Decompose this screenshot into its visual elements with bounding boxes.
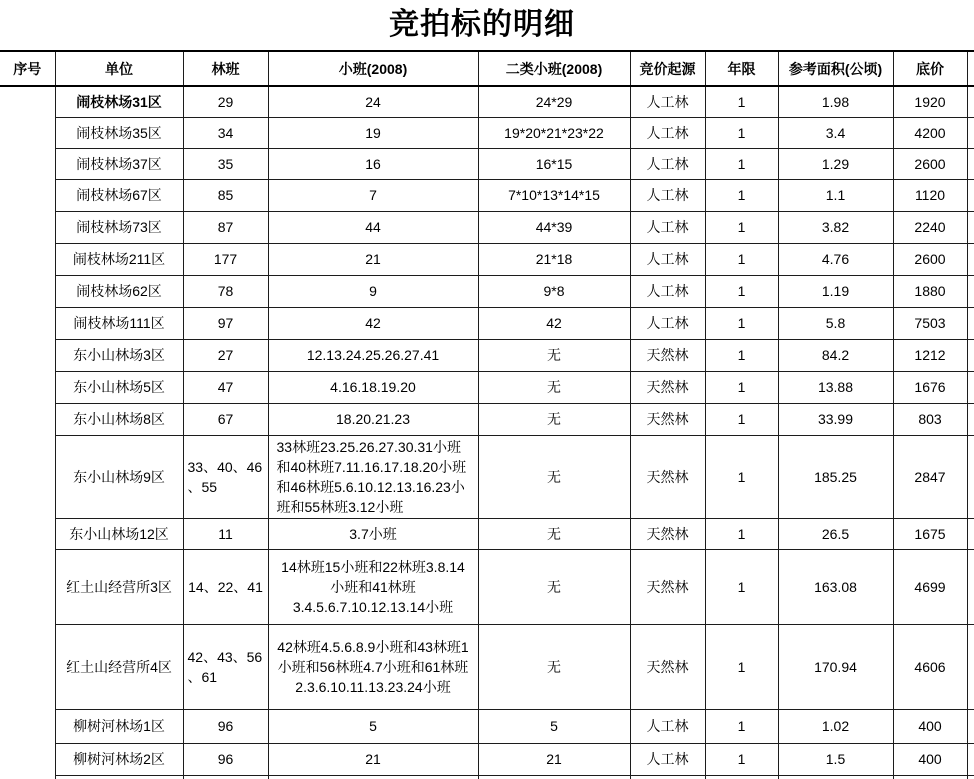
origin-cell: 天然林 [630, 518, 705, 549]
extra-cell [967, 743, 974, 775]
unit-cell: 红土山经营所3区 [55, 549, 183, 624]
area-cell: 84.2 [778, 339, 893, 371]
extra-cell [967, 403, 974, 435]
linban-cell-line: 42、43、56 [187, 648, 263, 665]
xiaoban-cell [268, 624, 478, 709]
header-origin: 竞价起源 [630, 51, 705, 86]
table-row [0, 148, 974, 179]
linban-cell: 177 [183, 243, 268, 275]
unit-cell: 闹枝林场111区 [55, 307, 183, 339]
erlei-xiaoban-cell: 无 [478, 403, 630, 435]
header-unit: 单位 [55, 51, 183, 86]
years-cell: 1 [705, 624, 778, 709]
xiaoban-cell-line: 42林班4.5.6.8.9小班和43林班1 [277, 638, 469, 655]
xiaoban-cell: 21 [268, 243, 478, 275]
price-cell: 2600 [893, 148, 967, 179]
erlei-xiaoban-cell: 42 [478, 307, 630, 339]
linban-cell: 96 [183, 709, 268, 743]
area-cell: 13.88 [778, 371, 893, 403]
empty-cell [183, 775, 268, 779]
empty-cell [55, 775, 183, 779]
linban-cell: 97 [183, 307, 268, 339]
origin-cell: 人工林 [630, 179, 705, 211]
price-cell: 4606 [893, 624, 967, 709]
erlei-xiaoban-cell: 21 [478, 743, 630, 775]
xiaoban-cell: 3.7小班 [268, 518, 478, 549]
table-row [0, 243, 974, 275]
price-cell: 400 [893, 709, 967, 743]
linban-cell-line: 、61 [187, 668, 218, 685]
header-linban: 林班 [183, 51, 268, 86]
seq-column-cell [0, 86, 55, 779]
table-row [0, 86, 974, 117]
xiaoban-cell-line: 小班和41林班 [330, 578, 416, 595]
xiaoban-cell: 18.20.21.23 [268, 403, 478, 435]
linban-cell: 34 [183, 117, 268, 148]
linban-cell: 96 [183, 743, 268, 775]
erlei-xiaoban-cell: 19*20*21*23*22 [478, 117, 630, 148]
linban-cell [183, 624, 268, 709]
xiaoban-cell-line: 和46林班5.6.10.12.13.16.23小 [276, 478, 465, 495]
erlei-xiaoban-cell: 24*29 [478, 86, 630, 117]
origin-cell: 天然林 [630, 624, 705, 709]
empty-cell [778, 775, 893, 779]
linban-cell: 87 [183, 211, 268, 243]
linban-cell: 11 [183, 518, 268, 549]
years-cell: 1 [705, 117, 778, 148]
unit-cell: 东小山林场3区 [55, 339, 183, 371]
price-cell: 1920 [893, 86, 967, 117]
unit-cell: 闹枝林场62区 [55, 275, 183, 307]
erlei-xiaoban-cell: 44*39 [478, 211, 630, 243]
extra-cell [967, 86, 974, 117]
extra-cell [967, 148, 974, 179]
price-cell: 803 [893, 403, 967, 435]
header-row [0, 51, 974, 86]
table-row-partial [0, 775, 974, 779]
extra-cell [967, 243, 974, 275]
table-row [0, 117, 974, 148]
years-cell: 1 [705, 518, 778, 549]
years-cell: 1 [705, 307, 778, 339]
price-cell: 1120 [893, 179, 967, 211]
years-cell: 1 [705, 371, 778, 403]
years-cell: 1 [705, 211, 778, 243]
page-title: 竞拍标的明细 [389, 7, 575, 42]
origin-cell: 人工林 [630, 86, 705, 117]
table-row [0, 518, 974, 549]
origin-cell: 天然林 [630, 403, 705, 435]
price-cell: 1676 [893, 371, 967, 403]
table-row [0, 743, 974, 775]
area-cell: 1.19 [778, 275, 893, 307]
unit-cell: 东小山林场8区 [55, 403, 183, 435]
auction-detail-table [0, 50, 974, 779]
extra-cell [967, 624, 974, 709]
years-cell: 1 [705, 86, 778, 117]
linban-cell: 27 [183, 339, 268, 371]
header-seq: 序号 [0, 51, 55, 86]
xiaoban-cell: 21 [268, 743, 478, 775]
area-cell: 5.8 [778, 307, 893, 339]
linban-cell: 85 [183, 179, 268, 211]
extra-cell [967, 435, 974, 518]
xiaoban-cell [268, 549, 478, 624]
xiaoban-cell: 19 [268, 117, 478, 148]
xiaoban-cell: 16 [268, 148, 478, 179]
header-years: 年限 [705, 51, 778, 86]
erlei-xiaoban-cell: 21*18 [478, 243, 630, 275]
erlei-xiaoban-cell: 5 [478, 709, 630, 743]
area-cell: 1.02 [778, 709, 893, 743]
header-xiaoban: 小班(2008) [268, 51, 478, 86]
years-cell: 1 [705, 275, 778, 307]
unit-cell: 闹枝林场37区 [55, 148, 183, 179]
years-cell: 1 [705, 549, 778, 624]
erlei-xiaoban-cell: 16*15 [478, 148, 630, 179]
header-price: 底价 [893, 51, 967, 86]
origin-cell: 人工林 [630, 709, 705, 743]
table-row [0, 307, 974, 339]
price-cell: 2600 [893, 243, 967, 275]
erlei-xiaoban-cell: 无 [478, 435, 630, 518]
area-cell: 170.94 [778, 624, 893, 709]
area-cell: 26.5 [778, 518, 893, 549]
origin-cell: 天然林 [630, 549, 705, 624]
erlei-xiaoban-cell: 7*10*13*14*15 [478, 179, 630, 211]
unit-cell: 柳树河林场2区 [55, 743, 183, 775]
extra-cell [967, 117, 974, 148]
area-cell: 3.82 [778, 211, 893, 243]
extra-cell [967, 179, 974, 211]
xiaoban-cell-line: 14林班15小班和22林班3.8.14 [281, 558, 465, 575]
unit-cell: 东小山林场5区 [55, 371, 183, 403]
table-body [0, 86, 974, 779]
price-cell: 400 [893, 743, 967, 775]
origin-cell: 人工林 [630, 743, 705, 775]
extra-cell [967, 339, 974, 371]
linban-cell-line: 、55 [187, 478, 218, 495]
table-row [0, 275, 974, 307]
linban-cell: 29 [183, 86, 268, 117]
price-cell: 4200 [893, 117, 967, 148]
area-cell: 3.4 [778, 117, 893, 148]
price-cell: 1675 [893, 518, 967, 549]
extra-cell [967, 518, 974, 549]
origin-cell: 人工林 [630, 275, 705, 307]
origin-cell: 天然林 [630, 339, 705, 371]
xiaoban-cell-line: 33林班23.25.26.27.30.31小班 [276, 438, 461, 455]
linban-cell: 47 [183, 371, 268, 403]
origin-cell: 人工林 [630, 211, 705, 243]
xiaoban-cell [268, 435, 478, 518]
xiaoban-cell: 24 [268, 86, 478, 117]
table-row [0, 709, 974, 743]
years-cell: 1 [705, 435, 778, 518]
empty-cell [630, 775, 705, 779]
table-row [0, 624, 974, 709]
table-row [0, 549, 974, 624]
unit-cell: 闹枝林场211区 [55, 243, 183, 275]
years-cell: 1 [705, 243, 778, 275]
area-cell: 1.5 [778, 743, 893, 775]
price-cell: 4699 [893, 549, 967, 624]
area-cell: 1.1 [778, 179, 893, 211]
extra-cell [967, 371, 974, 403]
unit-cell: 闹枝林场67区 [55, 179, 183, 211]
linban-cell: 67 [183, 403, 268, 435]
table-row [0, 403, 974, 435]
empty-cell [705, 775, 778, 779]
table-row [0, 339, 974, 371]
erlei-xiaoban-cell: 无 [478, 624, 630, 709]
origin-cell: 人工林 [630, 117, 705, 148]
erlei-xiaoban-cell: 无 [478, 339, 630, 371]
years-cell: 1 [705, 148, 778, 179]
table-row [0, 435, 974, 518]
empty-cell [478, 775, 630, 779]
xiaoban-cell: 7 [268, 179, 478, 211]
extra-cell [967, 275, 974, 307]
years-cell: 1 [705, 743, 778, 775]
xiaoban-cell: 9 [268, 275, 478, 307]
header-extra-cell [967, 51, 974, 86]
table-row [0, 179, 974, 211]
table-row [0, 371, 974, 403]
xiaoban-cell: 12.13.24.25.26.27.41 [268, 339, 478, 371]
area-cell: 33.99 [778, 403, 893, 435]
xiaoban-cell: 5 [268, 709, 478, 743]
area-cell: 163.08 [778, 549, 893, 624]
unit-cell: 闹枝林场31区 [55, 86, 183, 117]
xiaoban-cell-line: 2.3.6.10.11.13.23.24小班 [295, 678, 451, 695]
erlei-xiaoban-cell: 无 [478, 371, 630, 403]
extra-cell [967, 709, 974, 743]
erlei-xiaoban-cell: 9*8 [478, 275, 630, 307]
price-cell: 7503 [893, 307, 967, 339]
linban-cell-line: 33、40、46 [187, 458, 263, 475]
extra-cell [967, 211, 974, 243]
header-erlei-xiaoban: 二类小班(2008) [478, 51, 630, 86]
extra-cell [967, 775, 974, 779]
xiaoban-cell-line: 和40林班7.11.16.17.18.20小班 [276, 458, 467, 475]
price-cell: 2847 [893, 435, 967, 518]
area-cell: 1.29 [778, 148, 893, 179]
years-cell: 1 [705, 403, 778, 435]
header-area: 参考面积(公顷) [778, 51, 893, 86]
erlei-xiaoban-cell: 无 [478, 549, 630, 624]
extra-cell [967, 307, 974, 339]
erlei-xiaoban-cell: 无 [478, 518, 630, 549]
origin-cell: 人工林 [630, 243, 705, 275]
years-cell: 1 [705, 709, 778, 743]
origin-cell: 天然林 [630, 371, 705, 403]
price-cell: 1212 [893, 339, 967, 371]
table-row [0, 211, 974, 243]
years-cell: 1 [705, 339, 778, 371]
area-cell: 1.98 [778, 86, 893, 117]
unit-cell: 柳树河林场1区 [55, 709, 183, 743]
linban-cell: 14、22、41 [183, 549, 268, 624]
extra-cell [967, 549, 974, 624]
unit-cell: 闹枝林场73区 [55, 211, 183, 243]
unit-cell: 闹枝林场35区 [55, 117, 183, 148]
empty-cell [268, 775, 478, 779]
xiaoban-cell: 4.16.18.19.20 [268, 371, 478, 403]
xiaoban-cell-line: 小班和56林班4.7小班和61林班 [277, 658, 469, 675]
xiaoban-cell-line: 3.4.5.6.7.10.12.13.14小班 [292, 598, 454, 615]
linban-cell: 35 [183, 148, 268, 179]
price-cell: 2240 [893, 211, 967, 243]
price-cell: 1880 [893, 275, 967, 307]
area-cell: 4.76 [778, 243, 893, 275]
empty-cell [893, 775, 967, 779]
xiaoban-cell: 44 [268, 211, 478, 243]
origin-cell: 天然林 [630, 435, 705, 518]
origin-cell: 人工林 [630, 307, 705, 339]
unit-cell: 红土山经营所4区 [55, 624, 183, 709]
unit-cell: 东小山林场12区 [55, 518, 183, 549]
origin-cell: 人工林 [630, 148, 705, 179]
linban-cell: 78 [183, 275, 268, 307]
xiaoban-cell: 42 [268, 307, 478, 339]
unit-cell: 东小山林场9区 [55, 435, 183, 518]
years-cell: 1 [705, 179, 778, 211]
linban-cell [183, 435, 268, 518]
area-cell: 185.25 [778, 435, 893, 518]
xiaoban-cell-line: 班和55林班3.12小班 [276, 498, 404, 515]
